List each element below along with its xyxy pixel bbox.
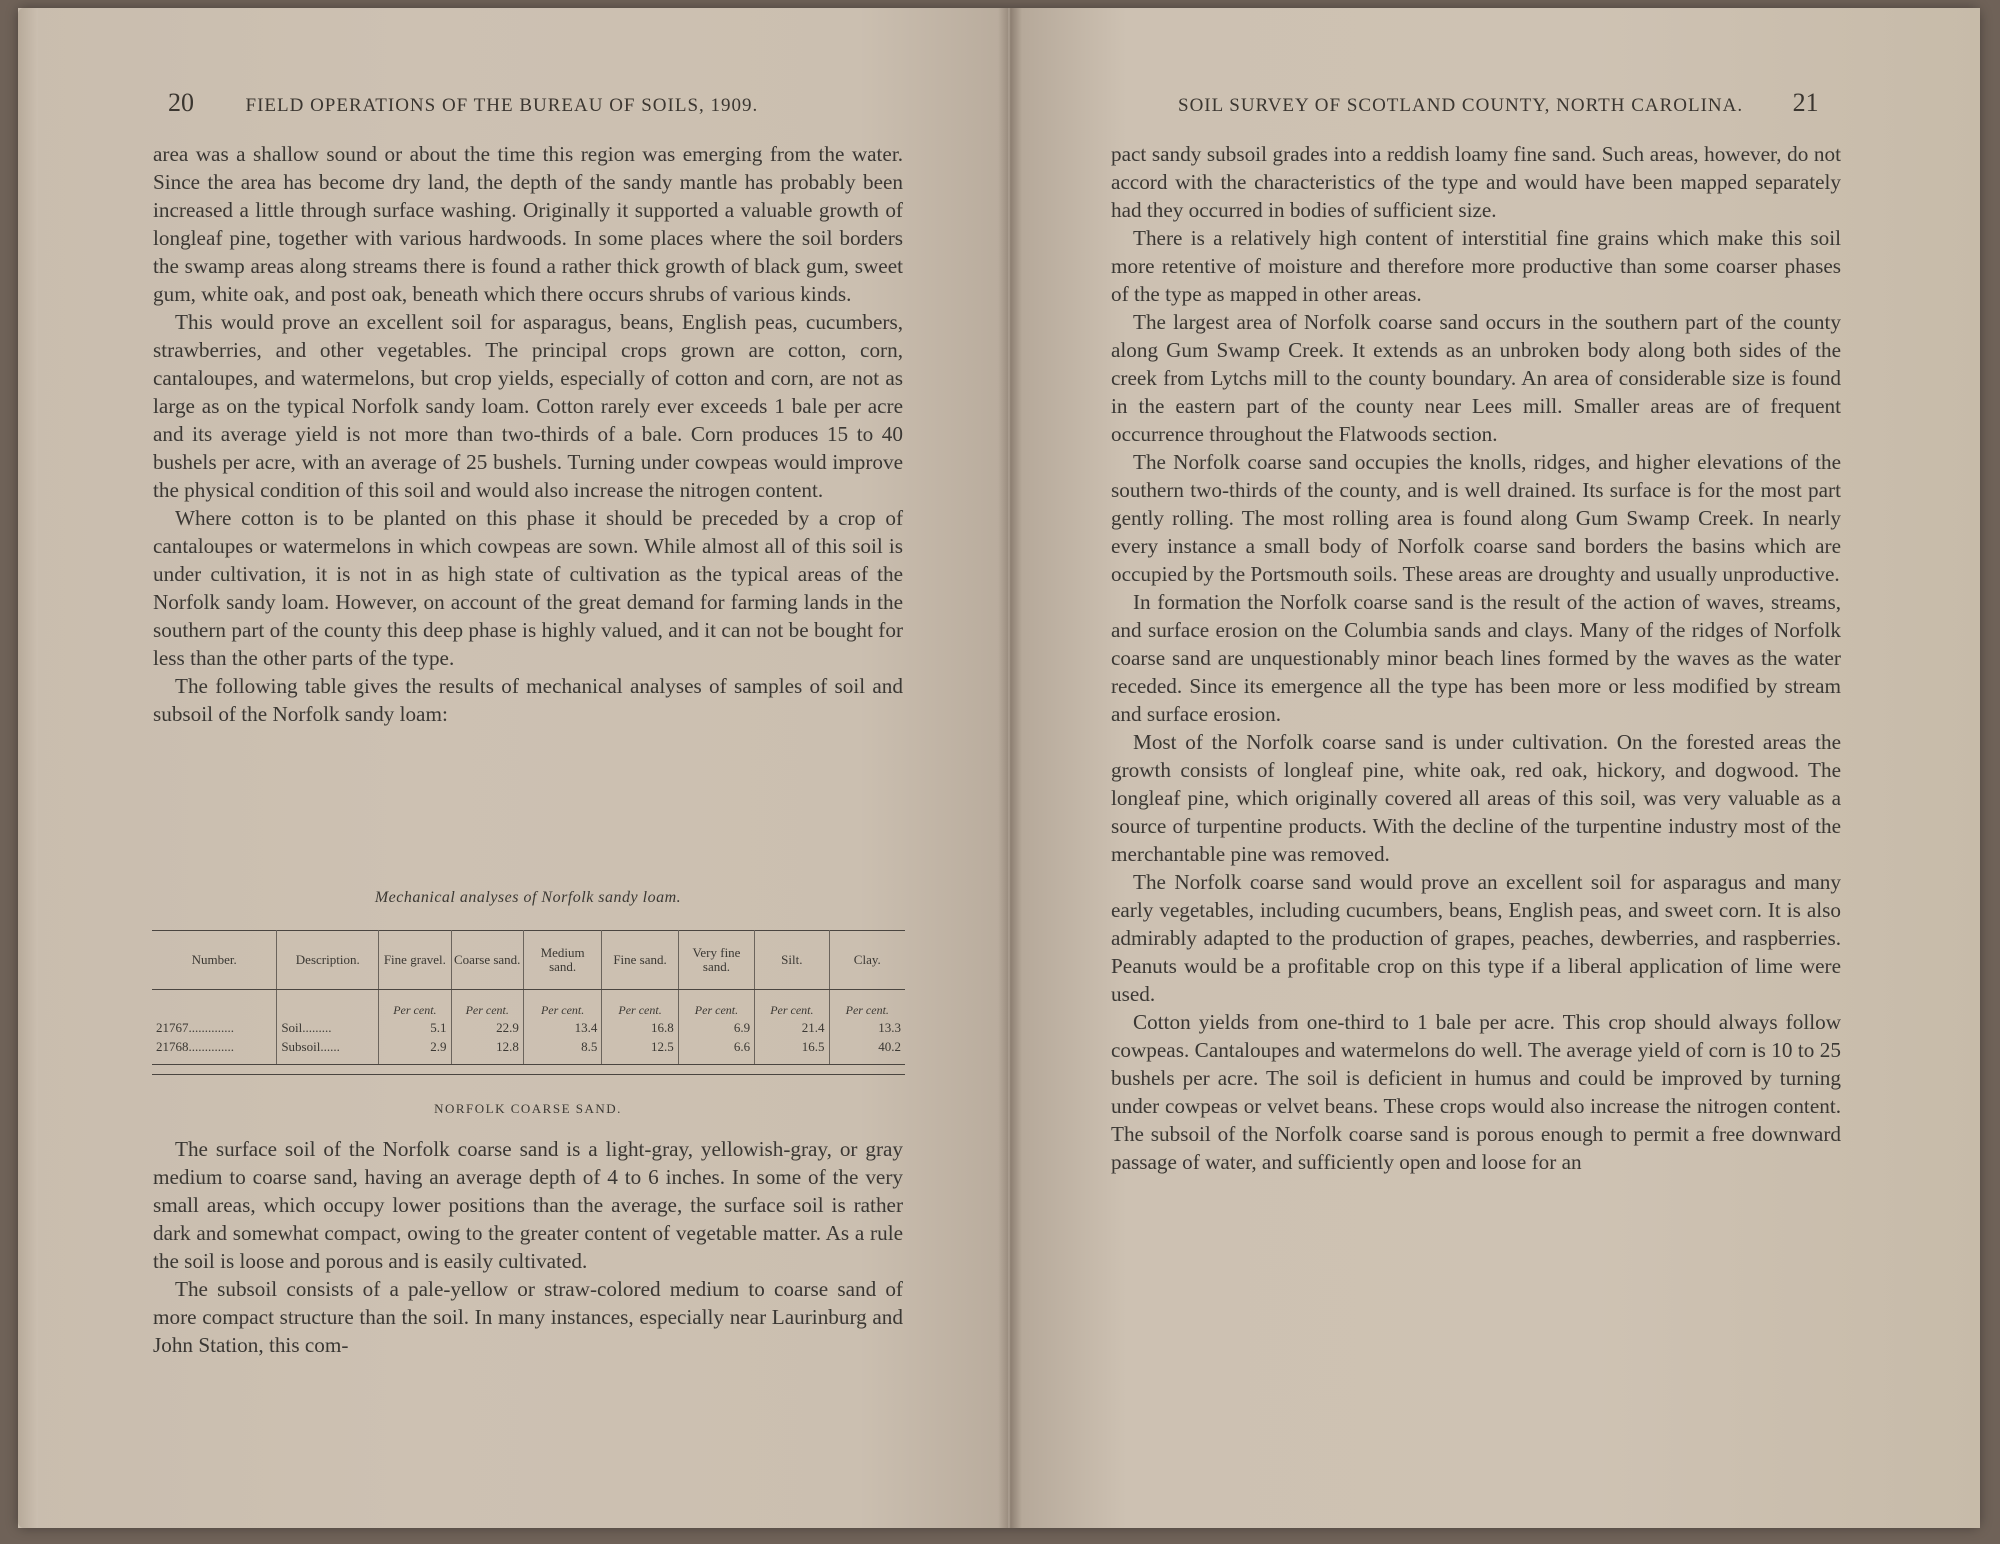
paragraph: This would prove an excellent soil for asparagus, beans, English peas, cucumbers, strawberries, and other vegetables. The principal crops grown are cotton, corn, cantaloupes, and watermelons, but crop yields, especially of cotton and corn, are not as large as on the typical Norfolk sandy loam. Cotton rarely ever exceeds 1 bale per acre and its average yield is not more than two-thirds of a bale. Corn produces 15 to 40 bushels per acre, with an average of 25 bushels. Turning under cowpeas would improve the physical condition of this soil and would also increase the nitrogen content. — [153, 310, 903, 502]
table-cell: 12.8 — [451, 1037, 523, 1065]
column-header: Medium sand. — [523, 931, 601, 990]
left-running-head — [168, 88, 758, 118]
paragraph: In formation the Norfolk coarse sand is the result of the action of waves, streams, and surface erosion on the Columbia sands and clays. Many of the ridges of Norfolk coarse sand are unquestionably minor beach lines formed by the waves as the water receded. Since its emergence all the type has been more or less modified by stream and surface erosion. — [1111, 590, 1841, 726]
paragraph: The largest area of Norfolk coarse sand occurs in the southern part of the county along Gum Swamp Creek. It extends as an unbroken body along both sides of the creek from Lytchs mill to the county boundary. An area of considerable size is found in the eastern part of the county near Lees mill. Smaller areas are of frequent occurrence throughout the Flatwoods section. — [1111, 310, 1841, 446]
column-header: Fine sand. — [602, 931, 678, 990]
column-header: Description. — [277, 931, 379, 990]
unit-label: Per cent. — [451, 990, 523, 1019]
column-header: Fine gravel. — [379, 931, 451, 990]
table-cell: 6.9 — [678, 1018, 754, 1037]
section-heading: NORFOLK COARSE SAND. — [434, 1101, 622, 1116]
table-cell: 13.3 — [878, 1019, 901, 1035]
paragraph: The subsoil consists of a pale-yellow or straw-colored medium to coarse sand of more compact structure than the soil. In many instances, especially near Laurinburg and John Station, this com- — [153, 1277, 903, 1357]
paragraph: The Norfolk coarse sand occupies the knolls, ridges, and higher elevations of the southern two-thirds of the county, and is well drained. Its surface is for the most part gently rolling. The most rolling area is found along Gum Swamp Creek. In nearly every instance a small body of Norfolk coarse sand borders the basins which are occupied by the Portsmouth soils. These areas are droughty and usually unproductive. — [1111, 450, 1841, 586]
table-header-row — [152, 931, 905, 990]
sample-number: 21767.............. — [152, 1018, 277, 1037]
paragraph: area was a shallow sound or about the time this region was emerging from the water. Since the area has become dry land, the depth of the sandy mantle has probably been increased a little through surface washing. Originally it supported a valuable growth of longleaf pine, together with various hardwoods. In some places where the soil borders the swamp areas along streams there is found a rather thick growth of black gum, sweet gum, white oak, and post oak, beneath which there occurs shrubs of various kinds. — [153, 142, 903, 306]
table-cell: 16.8 — [602, 1018, 678, 1037]
unit-label: Per cent. — [755, 990, 829, 1019]
table-cell: 12.5 — [602, 1037, 678, 1065]
book-gutter — [998, 8, 1022, 1528]
table-row — [152, 1018, 905, 1037]
left-running-head-title: FIELD OPERATIONS OF THE BUREAU OF SOILS, 1909. — [245, 95, 759, 116]
table-cell: 2.9 — [379, 1037, 451, 1065]
sample-number: 21768.............. — [152, 1037, 277, 1065]
unit-label: Per cent. — [602, 990, 678, 1019]
right-running-head-title: SOIL SURVEY OF SCOTLAND COUNTY, NORTH CAROLINA. — [1178, 95, 1744, 116]
paragraph: The following table gives the results of mechanical analyses of samples of soil and subsoil of the Norfolk sandy loam: — [153, 674, 903, 726]
table-cell: 16.5 — [755, 1037, 829, 1065]
table-rule — [152, 1074, 905, 1075]
column-header: Silt. — [755, 931, 829, 990]
table-cell: 6.6 — [678, 1037, 754, 1065]
table-cell: 21.4 — [755, 1018, 829, 1037]
paragraph: The Norfolk coarse sand would prove an excellent soil for asparagus and many early vegetables, including cucumbers, beans, English peas, and sweet corn. It is also admirably adapted to the production of grapes, peaches, dewberries, and raspberries. Peanuts would be a profitable crop on this type if a liberal application of lime were used. — [1111, 870, 1841, 1006]
column-header: Clay. — [829, 931, 905, 990]
column-header: Very fine sand. — [678, 931, 754, 990]
table-cell: 5.1 — [379, 1018, 451, 1037]
mechanical-analyses-table — [152, 930, 905, 1065]
left-body-top — [153, 140, 903, 728]
paragraph: Most of the Norfolk coarse sand is under cultivation. On the forested areas the growth consists of longleaf pine, white oak, red oak, hickory, and dogwood. The longleaf pine, which originally covered all areas of this soil, was very valuable as a source of turpentine products. With the decline of the turpentine industry most of the merchantable pine was removed. — [1111, 730, 1841, 866]
right-page-number: 21 — [1792, 88, 1819, 117]
table-cell: 13.4 — [523, 1018, 601, 1037]
paragraph: pact sandy subsoil grades into a reddish loamy fine sand. Such areas, however, do not accord with the characteristics of the type and would have been mapped separately had they occurred in bodies of sufficient size. — [1111, 142, 1841, 222]
paragraph: There is a relatively high content of interstitial fine grains which make this soil more retentive of moisture and therefore more productive than some coarser phases of the type as mapped in other areas. — [1111, 226, 1841, 306]
unit-label: Per cent. — [379, 990, 451, 1019]
left-body-bottom — [153, 1135, 903, 1359]
unit-label: Per cent. — [523, 990, 601, 1019]
page-edge — [18, 8, 38, 1528]
column-header: Coarse sand. — [451, 931, 523, 990]
table-caption: Mechanical analyses of Norfolk sandy loam. — [374, 889, 682, 906]
table-cell: 40.2 — [829, 1037, 905, 1065]
unit-label: Per cent. — [845, 1003, 889, 1017]
unit-label: Per cent. — [678, 990, 754, 1019]
right-body — [1111, 140, 1841, 1176]
table-cell: 8.5 — [523, 1037, 601, 1065]
units-row — [152, 990, 905, 1019]
column-header: Number. — [152, 931, 277, 990]
right-running-head — [1178, 88, 1819, 118]
table-cell: 22.9 — [451, 1018, 523, 1037]
paragraph: The surface soil of the Norfolk coarse sand is a light-gray, yellowish-gray, or gray medium to coarse sand, having an average depth of 4 to 6 inches. In some of the very small areas, which occupy lower positions than the average, the surface soil is rather dark and somewhat compact, owing to the greater content of vegetable matter. As a rule the soil is loose and porous and is easily cultivated. — [153, 1137, 903, 1273]
table-row — [152, 1037, 905, 1065]
sample-description: Soil......... — [277, 1018, 379, 1037]
left-page-number: 20 — [168, 88, 194, 117]
paragraph: Cotton yields from one-third to 1 bale per acre. This crop should always follow cowpeas. Cantaloupes and watermelons do well. The average yield of corn is 10 to 25 bushels per acre. The soil is deficient in humus and could be improved by turning under cowpeas or velvet beans. These crops would also increase the nitrogen content. The subsoil of the Norfolk coarse sand is porous enough to permit a free downward passage of water, and sufficiently open and loose for an — [1111, 1010, 1841, 1174]
sample-description: Subsoil...... — [277, 1037, 379, 1065]
paragraph: Where cotton is to be planted on this phase it should be preceded by a crop of cantaloupes or watermelons in which cowpeas are sown. While almost all of this soil is under cultivation, it is not in as high state of cultivation as the typical areas of the Norfolk sandy loam. However, on account of the great demand for farming lands in the southern part of the county this deep phase is highly valued, and it can not be bought for less than the other parts of the type. — [153, 506, 903, 670]
